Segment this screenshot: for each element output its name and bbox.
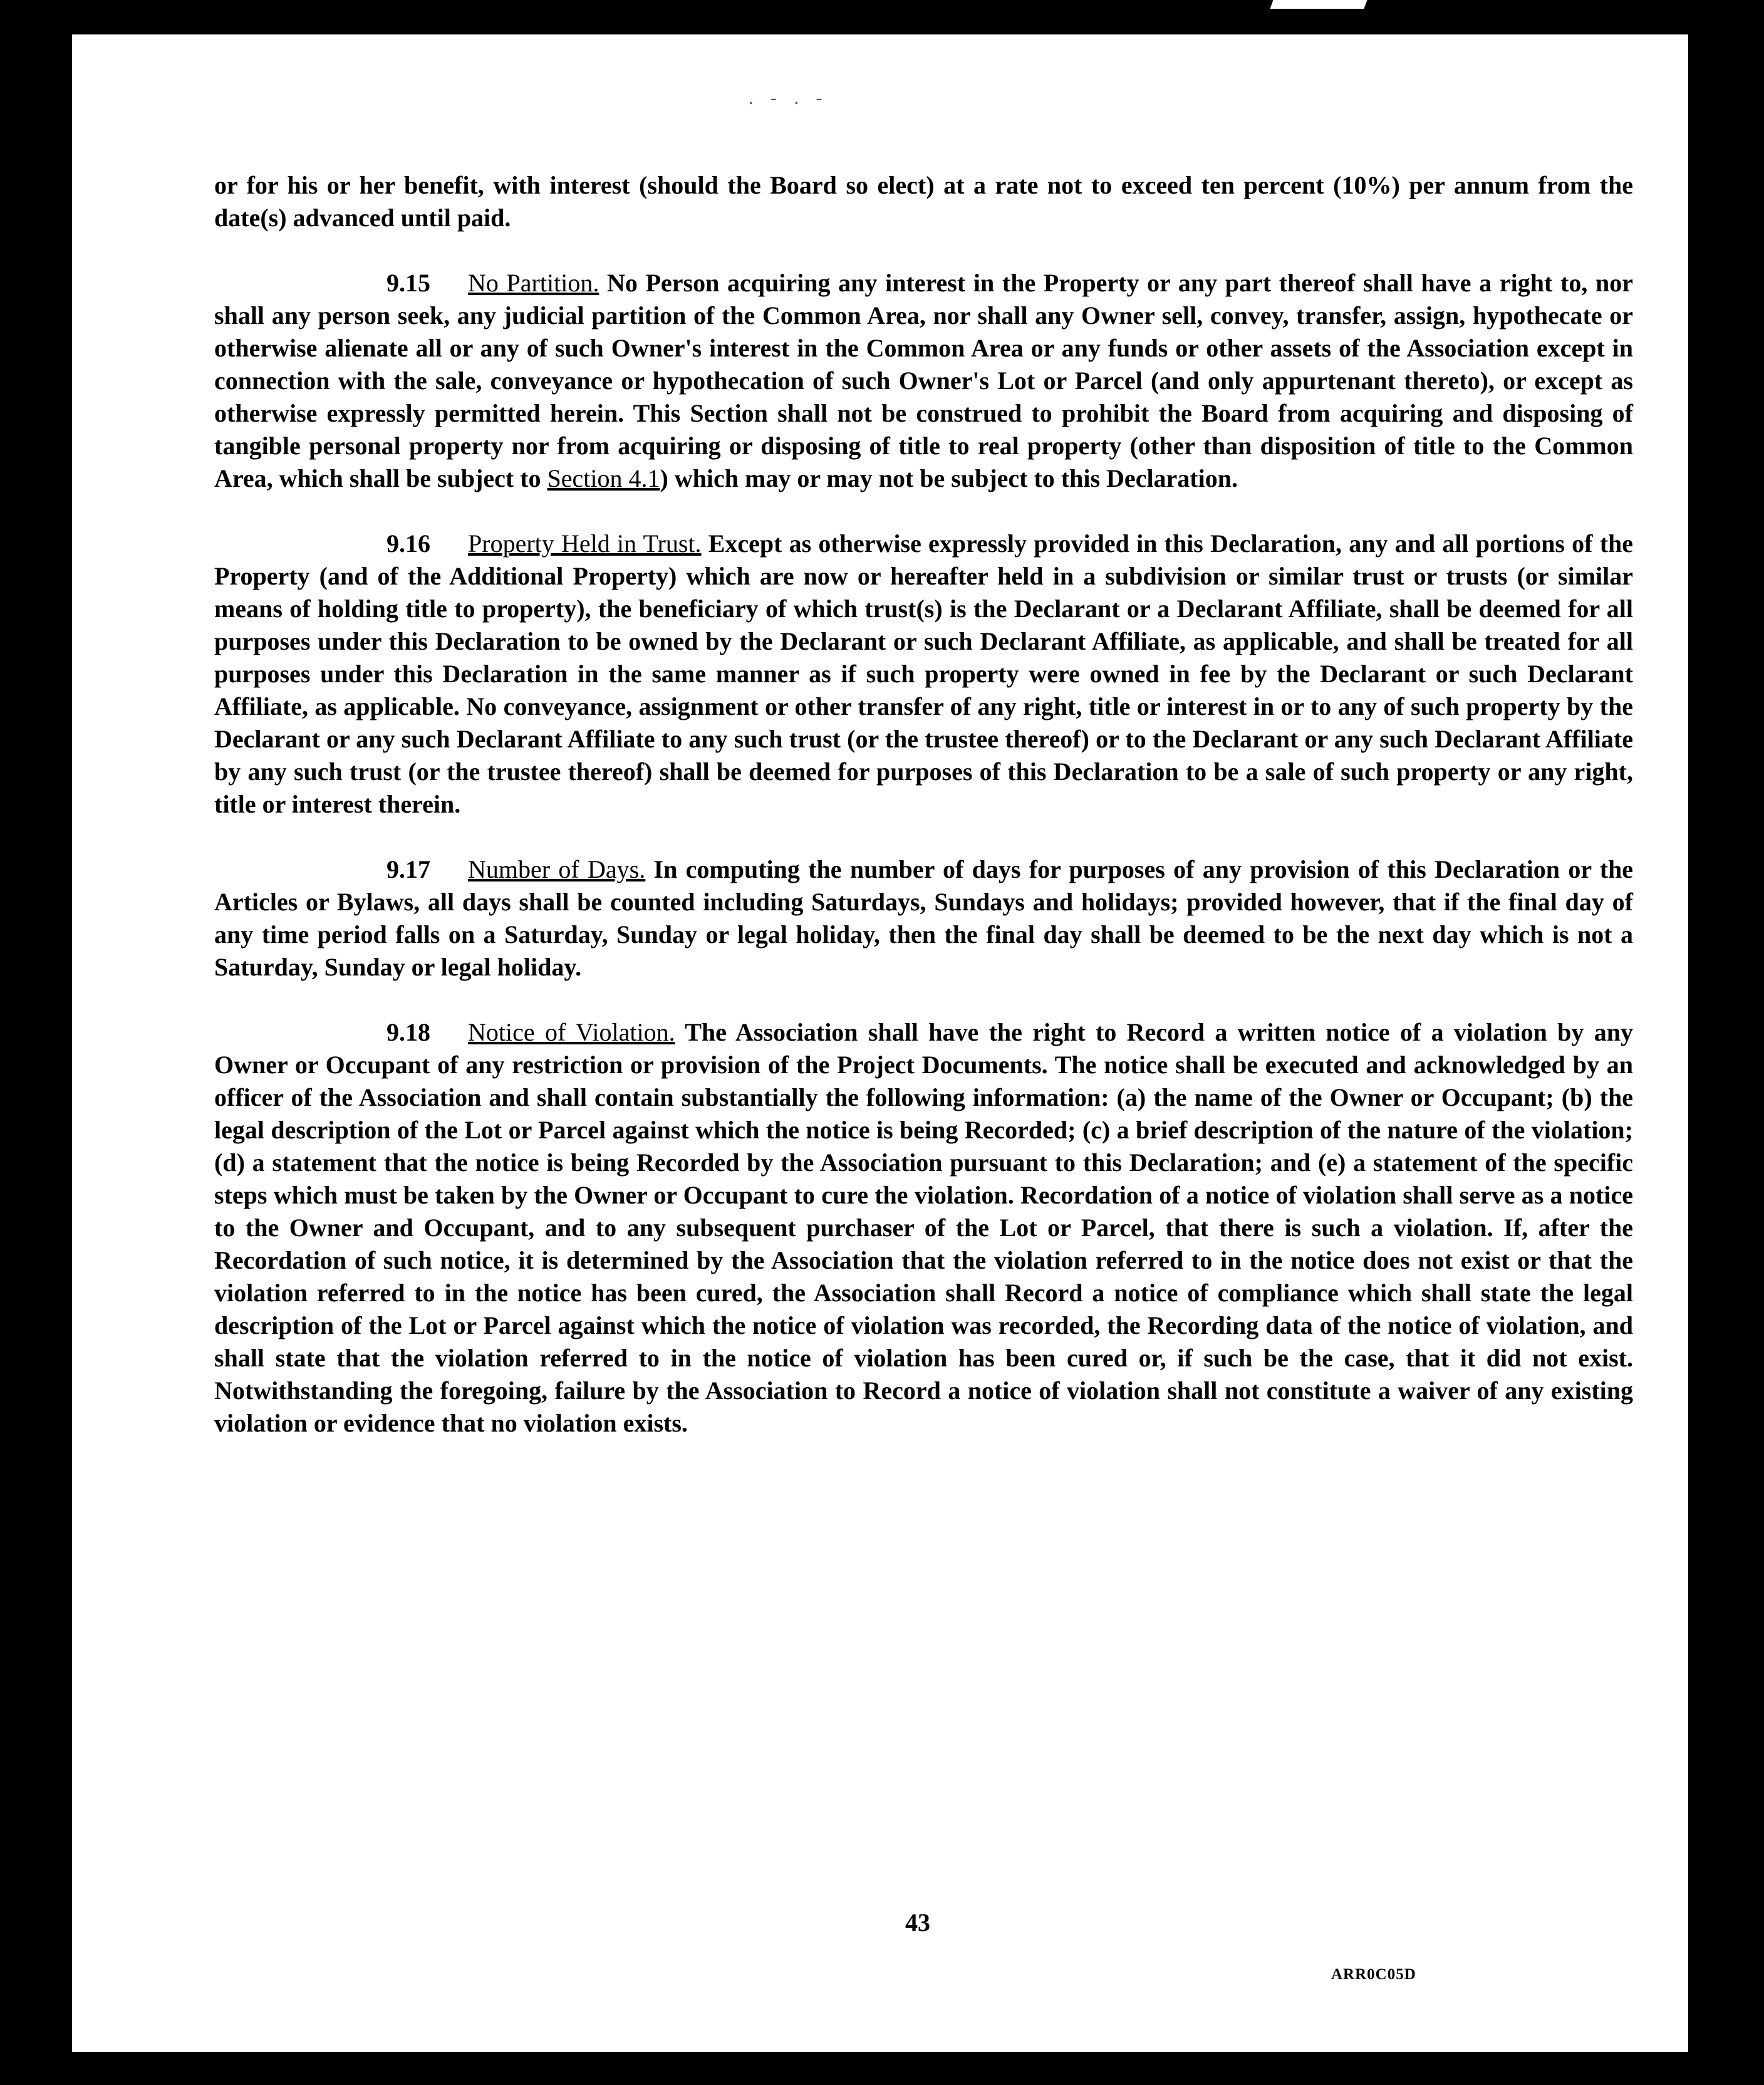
section-text-tail: ) which may or may not be subject to this Declaration.	[660, 464, 1238, 492]
section-text: The Association shall have the right to Record a written notice of a violation by any Owner or Occupant of any restriction or provision of the Project Documents. The notice shall be executed and acknowledged by an officer of the Association and shall contain substantially the following information: (a) the name of the Owner or Occupant; (b) the legal description of the Lot or Parcel against which the notice is being Recorded; (c) a brief description of the nature of the violation; (d) a statement that the notice is being Recorded by the Association pursuant to this Declaration; and (e) a statement of the specific steps which must be taken by the Owner or Occupant to cure the violation. Recordation of a notice of violation shall serve as a notice to the Owner and Occupant, and to any subsequent purchaser of the Lot or Parcel, that there is such a violation. If, after the Recordation of such notice, it is determined by the Association that the violation referred to in the notice does not exist or that the violation referred to in the notice has been cured, the Association shall Record a notice of compliance which shall state the legal description of the Lot or Parcel against which the notice of violation was recorded, the Recording data of the notice of violation, and shall state that the violation referred to in the notice of violation has been cured or, if such be the case, that it did not exist. Notwithstanding the foregoing, failure by the Association to Record a notice of violation shall not constitute a waiver of any existing violation or evidence that no violation exists.	[214, 1018, 1633, 1437]
page-number: 43	[905, 1908, 930, 1937]
document-body	[214, 169, 1633, 1472]
scan-artifact	[1270, 0, 1367, 9]
section-text: Except as otherwise expressly provided in this Declaration, any and all portions of the Property (and of the Additional Property) which are now or hereafter held in a subdivision or similar trust or trusts (or similar means of holding title to property), the beneficiary of which trust(s) is the Declarant or a Declarant Affiliate, shall be deemed for all purposes under this Declaration to be owned by the Declarant or such Declarant Affiliate, as applicable, and shall be treated for all purposes under this Declaration in the same manner as if such property were owned in fee by the Declarant or such Declarant Affiliate, as applicable. No conveyance, assignment or other transfer of any right, title or interest in or to any of such property by the Declarant or any such Declarant Affiliate to any such trust (or the trustee thereof) or to the Declarant or any such Declarant Affiliate by any such trust (or the trustee thereof) shall be deemed for purposes of this Declaration to be a sale of such property or any right, title or interest therein.	[214, 529, 1634, 818]
document-code: ARR0C05D	[1331, 1966, 1416, 1983]
section-number: 9.16	[387, 529, 430, 558]
section-text: In computing the number of days for purposes of any provision of this Declaration or the Articles or Bylaws, all days shall be counted including Saturdays, Sundays and holidays; provided however, that if the final day of any time period falls on a Saturday, Sunday or legal holiday, then the final day shall be deemed to be the next day which is not a Saturday, Sunday or legal holiday.	[214, 855, 1634, 981]
section-heading: Property Held in Trust.	[468, 529, 702, 558]
document-page	[72, 34, 1688, 2052]
section-heading: No Partition.	[468, 269, 599, 297]
section-number: 9.15	[387, 269, 430, 297]
section-9-17	[214, 853, 1633, 984]
section-heading: Number of Days.	[468, 855, 646, 883]
intro-paragraph: or for his or her benefit, with interest (should the Board so elect) at a rate not to exceed ten percent (10%) per annum from the date(s) advanced until paid.	[214, 171, 1633, 232]
section-9-18	[214, 1016, 1633, 1440]
section-9-15	[214, 267, 1633, 495]
section-heading: Notice of Violation.	[468, 1018, 675, 1046]
section-reference: Section 4.1	[547, 464, 660, 492]
section-9-16	[214, 528, 1633, 821]
section-number: 9.18	[387, 1018, 430, 1046]
section-number: 9.17	[387, 855, 430, 883]
section-text: No Person acquiring any interest in the Property or any part thereof shall have a right to, nor shall any person seek, any judicial partition of the Common Area, nor shall any Owner sell, convey, transfer, assign, hypothecate or otherwise alienate all or any of such Owner's interest in the Common Area or any funds or other assets of the Association except in connection with the sale, conveyance or hypothecation of such Owner's Lot or Parcel (and only appurtenant thereto), or except as otherwise expressly permitted herein. This Section shall not be construed to prohibit the Board from acquiring and disposing of tangible personal property nor from acquiring or disposing of title to real property (other than disposition of title to the Common Area, which shall be subject to	[214, 269, 1634, 492]
scan-speck: . - . -	[749, 88, 829, 108]
